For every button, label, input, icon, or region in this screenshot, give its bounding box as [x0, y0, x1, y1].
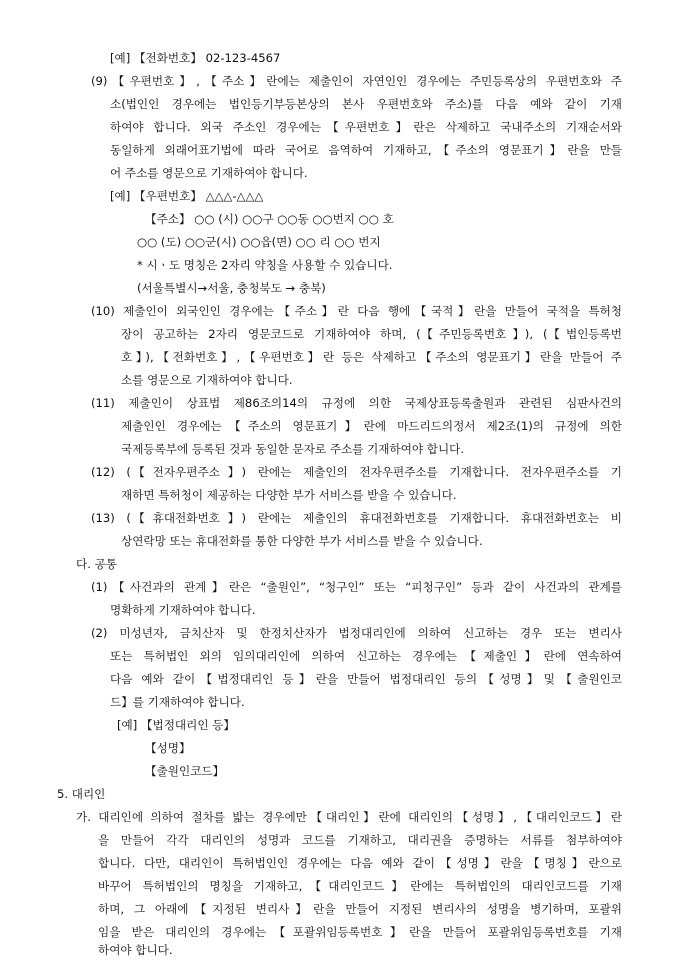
text-line: 드】를 기재하여야 합니다.	[110, 695, 245, 709]
section-heading: 5. 대리인	[57, 787, 106, 801]
text-line: 호】),【전화번호】,【우편번호】란 등은 삭제하고【주소의 영문표기】란을 만들어 주	[121, 350, 622, 364]
text-line: (9)【우편번호】,【주소】란에는 제출인이 자연인인 경우에는 주민등록상의 우편번호와 주	[91, 74, 622, 88]
text-line: 【출원인코드】	[145, 764, 225, 778]
text-line: (2) 미성년자, 금치산자 및 한정치산자가 법정대리인에 의하여 신고하는 경우 또는 변리사	[91, 626, 622, 640]
text-line: 동일하게 외래어표기법에 따라 국어로 음역하여 기재하고,【주소의 영문표기】란을 만들	[110, 143, 622, 157]
text-line: 합니다. 다만, 대리인이 특허법인인 경우에는 다음 예와 같이【성명】란을【명칭】란으로	[98, 856, 622, 870]
text-line: 재하면 특허청이 제공하는 다양한 부가 서비스를 받을 수 있습니다.	[121, 488, 457, 502]
text-line: 명확하게 기재하여야 합니다.	[110, 603, 256, 617]
text-line: 상연락망 또는 휴대전화를 통한 다양한 부가 서비스를 받을 수 있습니다.	[121, 534, 483, 548]
text-line: 또는 특허법인 외의 임의대리인에 의하여 신고하는 경우에는【제출인】란에 연속하여	[110, 649, 622, 663]
text-line: (10) 제출인이 외국인인 경우에는【주소】란 다음 행에【국적】란을 만들어 국적을 특허청	[91, 304, 622, 318]
text-line: (11) 제출인이 상표법 제86조의14의 규정에 의한 국제상표등록출원과 관련된 심판사건의	[91, 396, 622, 410]
section-heading: 다. 공통	[76, 557, 117, 571]
text-line: (13) (【휴대전화번호】) 란에는 제출인의 휴대전화번호를 기재합니다. 휴대전화번호는 비	[91, 511, 622, 525]
text-line: 장이 공고하는 2자리 영문코드로 기재하여야 하며, (【주민등록번호】), (【법인등록번	[121, 327, 622, 341]
text-line: 제출인인 경우에는【주소의 영문표기】란에 마드리드의정서 제2조(1)의 규정에 의한	[121, 419, 622, 433]
text-line: [예] 【우편번호】 △△△-△△△	[110, 189, 264, 203]
text-line: 가. 대리인에 의하여 절차를 밟는 경우에만【대리인】란에 대리인의【성명】,【대리인코드】란	[76, 810, 622, 824]
text-line: 소를 영문으로 기재하여야 합니다.	[121, 373, 293, 387]
text-line: 【주소】 ○○ (시) ○○구 ○○동 ○○번지 ○○ 호	[145, 212, 394, 226]
text-line: (12) (【전자우편주소】) 란에는 제출인의 전자우편주소를 기재합니다. 전자우편주소를 기	[91, 465, 622, 479]
text-line: (1)【사건과의 관계】란은 “출원인”, “청구인” 또는 “피청구인” 등과 같이 사건과의 관계를	[91, 580, 622, 594]
text-line: 【성명】	[145, 741, 191, 755]
text-line: 바꾸어 특허법인의 명칭을 기재하고,【대리인코드】란에는 특허법인의 대리인코드를 기재	[98, 879, 622, 893]
text-line: 임을 받은 대리인의 경우에는【포괄위임등록번호】란을 만들어 포괄위임등록번호를 기재	[98, 925, 622, 939]
text-line: [예] 【법정대리인 등】	[117, 718, 236, 732]
text-line: * 시ㆍ도 명칭은 2자리 약칭을 사용할 수 있습니다.	[137, 258, 393, 272]
text-line: 하여야 합니다.	[98, 943, 173, 957]
text-line: [예] 【전화번호】 02-123-4567	[110, 51, 281, 65]
text-line: 하며, 그 아래에【지정된 변리사】란을 만들어 지정된 변리사의 성명을 병기하며, 포괄위	[98, 902, 622, 916]
text-line: 다음 예와 같이【법정대리인 등】란을 만들어 법정대리인 등의【성명】및【출원인코	[110, 672, 622, 686]
text-line: 소(법인인 경우에는 법인등기부등본상의 본사 우편번호와 주소)를 다음 예와 같이 기재	[110, 97, 622, 111]
text-line: 하여야 합니다. 외국 주소인 경우에는【우편번호】란은 삭제하고 국내주소의 기재순서와	[110, 120, 622, 134]
text-line: ○○ (도) ○○군(시) ○○읍(면) ○○ 리 ○○ 번지	[137, 235, 381, 249]
text-line: 어 주소를 영문으로 기재하여야 합니다.	[110, 166, 308, 180]
text-line: (서울특별시→서울, 충청북도 → 충북)	[137, 281, 326, 295]
text-line: 국제등록부에 등록된 것과 동일한 문자로 주소를 기재하여야 합니다.	[121, 442, 465, 456]
text-line: 을 만들어 각각 대리인의 성명과 코드를 기재하고, 대리권을 증명하는 서류를 첨부하여야	[98, 833, 622, 847]
